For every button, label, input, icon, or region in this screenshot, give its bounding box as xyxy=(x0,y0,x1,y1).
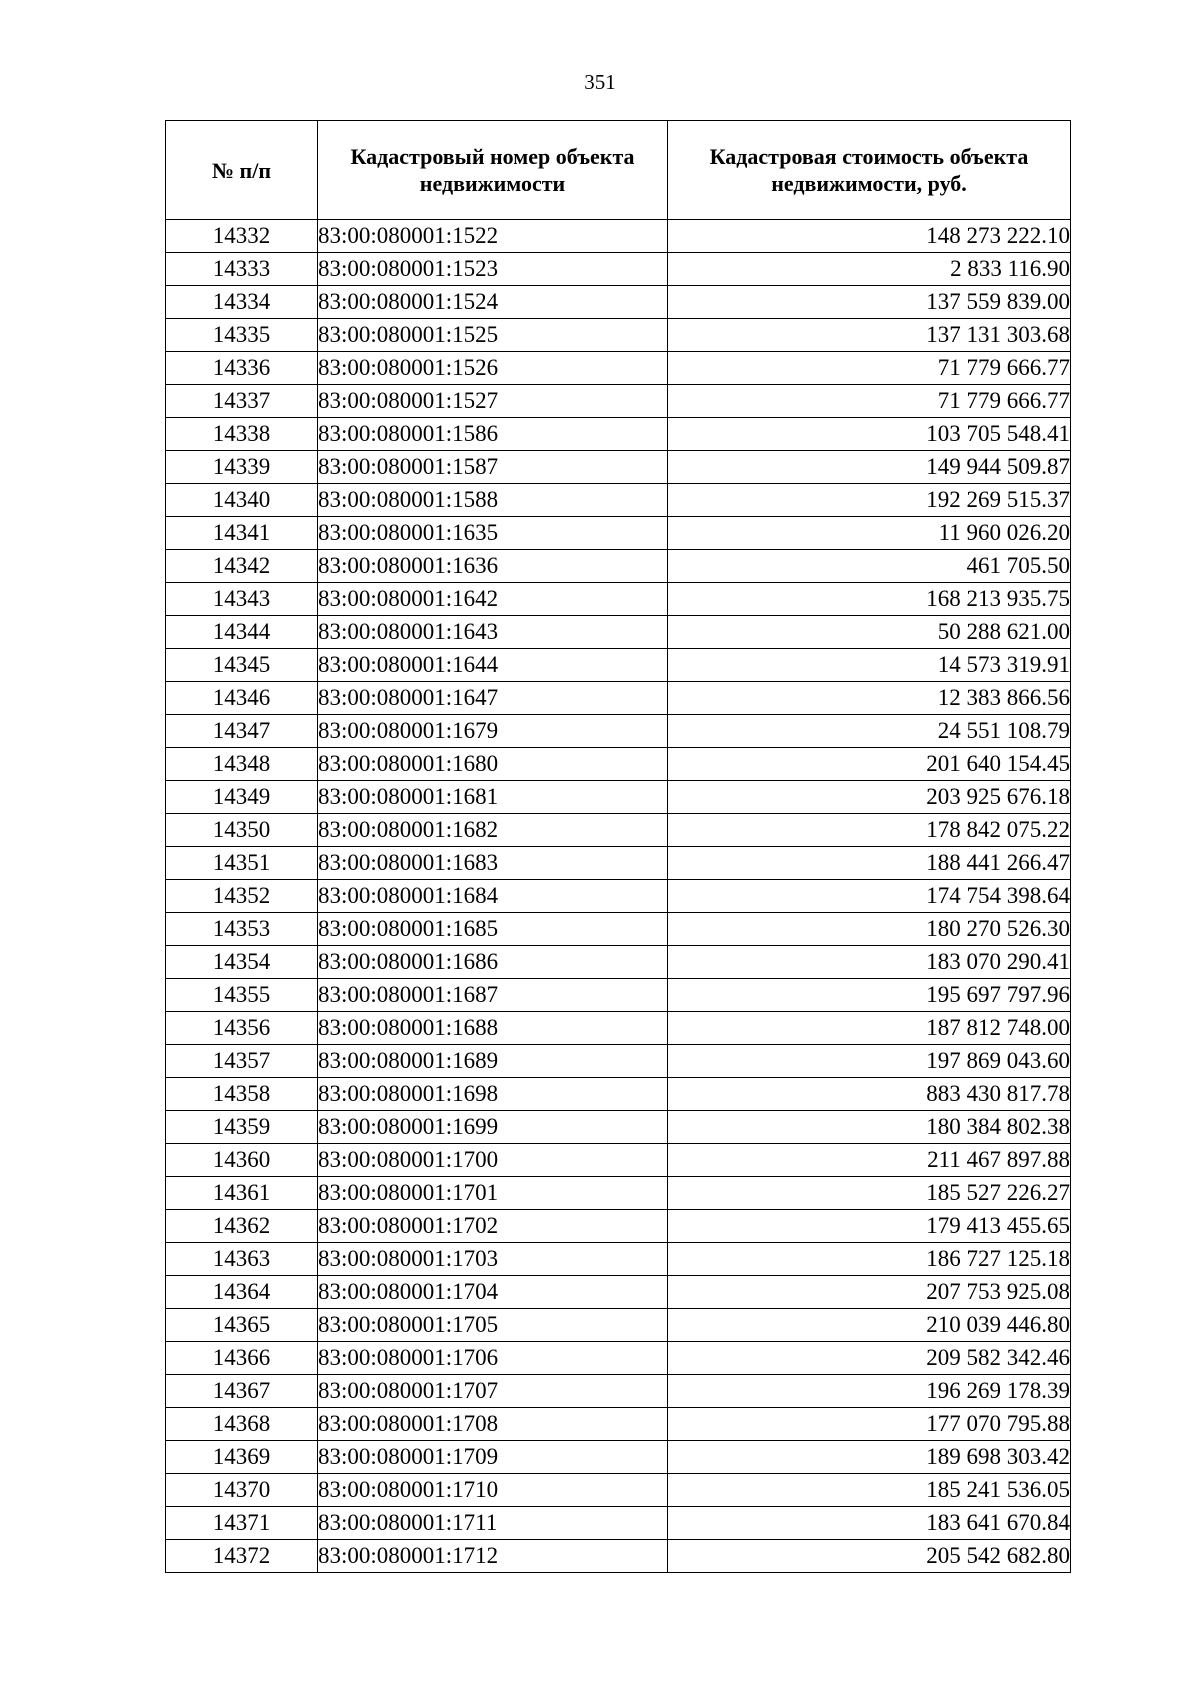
cadastral-number-cell: 83:00:080001:1681 xyxy=(318,781,668,814)
cadastral-value-cell: 197 869 043.60 xyxy=(668,1045,1071,1078)
row-number-cell: 14345 xyxy=(166,649,318,682)
cadastral-number-cell: 83:00:080001:1706 xyxy=(318,1342,668,1375)
cadastral-number-cell: 83:00:080001:1680 xyxy=(318,748,668,781)
cadastral-value-cell: 178 842 075.22 xyxy=(668,814,1071,847)
table-row xyxy=(166,550,1071,583)
table-row xyxy=(166,1243,1071,1276)
cadastral-value-cell: 137 131 303.68 xyxy=(668,319,1071,352)
row-number-cell: 14343 xyxy=(166,583,318,616)
table-row xyxy=(166,484,1071,517)
cadastral-number-cell: 83:00:080001:1698 xyxy=(318,1078,668,1111)
row-number-cell: 14335 xyxy=(166,319,318,352)
table-row xyxy=(166,1342,1071,1375)
cadastral-value-cell: 11 960 026.20 xyxy=(668,517,1071,550)
cadastral-number-cell: 83:00:080001:1524 xyxy=(318,286,668,319)
table-row xyxy=(166,616,1071,649)
row-number-cell: 14336 xyxy=(166,352,318,385)
table-row xyxy=(166,418,1071,451)
row-number-cell: 14358 xyxy=(166,1078,318,1111)
cadastral-value-cell: 183 641 670.84 xyxy=(668,1507,1071,1540)
cadastral-number-cell: 83:00:080001:1588 xyxy=(318,484,668,517)
cadastral-value-cell: 180 270 526.30 xyxy=(668,913,1071,946)
cadastral-value-cell: 188 441 266.47 xyxy=(668,847,1071,880)
cadastral-value-cell: 210 039 446.80 xyxy=(668,1309,1071,1342)
cadastral-value-cell: 207 753 925.08 xyxy=(668,1276,1071,1309)
table-row xyxy=(166,220,1071,253)
cadastral-value-cell: 168 213 935.75 xyxy=(668,583,1071,616)
cadastral-number-cell: 83:00:080001:1701 xyxy=(318,1177,668,1210)
cadastral-value-cell: 203 925 676.18 xyxy=(668,781,1071,814)
row-number-cell: 14341 xyxy=(166,517,318,550)
table-row xyxy=(166,682,1071,715)
table-header xyxy=(166,121,1071,220)
row-number-cell: 14367 xyxy=(166,1375,318,1408)
cadastral-value-cell: 201 640 154.45 xyxy=(668,748,1071,781)
row-number-cell: 14368 xyxy=(166,1408,318,1441)
table-row xyxy=(166,880,1071,913)
table-row xyxy=(166,1540,1071,1573)
cadastral-number-cell: 83:00:080001:1586 xyxy=(318,418,668,451)
table-row xyxy=(166,847,1071,880)
row-number-cell: 14356 xyxy=(166,1012,318,1045)
cadastral-number-cell: 83:00:080001:1712 xyxy=(318,1540,668,1573)
cadastral-value-cell: 189 698 303.42 xyxy=(668,1441,1071,1474)
table-row xyxy=(166,1309,1071,1342)
table-row xyxy=(166,1012,1071,1045)
row-number-cell: 14348 xyxy=(166,748,318,781)
cadastral-value-cell: 149 944 509.87 xyxy=(668,451,1071,484)
row-number-cell: 14339 xyxy=(166,451,318,484)
page-number: 351 xyxy=(584,70,616,94)
cadastral-value-cell: 187 812 748.00 xyxy=(668,1012,1071,1045)
cadastral-number-cell: 83:00:080001:1709 xyxy=(318,1441,668,1474)
row-number-cell: 14360 xyxy=(166,1144,318,1177)
table-row xyxy=(166,1177,1071,1210)
cadastral-number-cell: 83:00:080001:1686 xyxy=(318,946,668,979)
cadastral-number-cell: 83:00:080001:1707 xyxy=(318,1375,668,1408)
table-row xyxy=(166,814,1071,847)
cadastral-value-cell: 179 413 455.65 xyxy=(668,1210,1071,1243)
cadastral-number-cell: 83:00:080001:1700 xyxy=(318,1144,668,1177)
row-number-cell: 14346 xyxy=(166,682,318,715)
row-number-cell: 14354 xyxy=(166,946,318,979)
row-number-cell: 14351 xyxy=(166,847,318,880)
cadastral-number-cell: 83:00:080001:1636 xyxy=(318,550,668,583)
row-number-cell: 14361 xyxy=(166,1177,318,1210)
cadastral-value-cell: 192 269 515.37 xyxy=(668,484,1071,517)
row-number-cell: 14372 xyxy=(166,1540,318,1573)
table-row xyxy=(166,319,1071,352)
cadastral-value-cell: 148 273 222.10 xyxy=(668,220,1071,253)
cadastral-value-cell: 209 582 342.46 xyxy=(668,1342,1071,1375)
table-row xyxy=(166,1045,1071,1078)
cadastral-number-cell: 83:00:080001:1703 xyxy=(318,1243,668,1276)
cadastral-value-cell: 103 705 548.41 xyxy=(668,418,1071,451)
cadastral-value-cell: 883 430 817.78 xyxy=(668,1078,1071,1111)
row-number-cell: 14349 xyxy=(166,781,318,814)
table-row xyxy=(166,385,1071,418)
cadastral-number-cell: 83:00:080001:1522 xyxy=(318,220,668,253)
row-number-cell: 14338 xyxy=(166,418,318,451)
cadastral-number-cell: 83:00:080001:1689 xyxy=(318,1045,668,1078)
table-row xyxy=(166,748,1071,781)
cadastral-number-cell: 83:00:080001:1685 xyxy=(318,913,668,946)
cadastral-number-cell: 83:00:080001:1644 xyxy=(318,649,668,682)
row-number-cell: 14347 xyxy=(166,715,318,748)
cadastral-number-cell: 83:00:080001:1684 xyxy=(318,880,668,913)
table-row xyxy=(166,913,1071,946)
cadastral-value-cell: 174 754 398.64 xyxy=(668,880,1071,913)
cadastral-number-cell: 83:00:080001:1687 xyxy=(318,979,668,1012)
cadastral-number-cell: 83:00:080001:1702 xyxy=(318,1210,668,1243)
row-number-cell: 14369 xyxy=(166,1441,318,1474)
cadastral-number-cell: 83:00:080001:1587 xyxy=(318,451,668,484)
cadastral-number-cell: 83:00:080001:1705 xyxy=(318,1309,668,1342)
cadastral-number-cell: 83:00:080001:1699 xyxy=(318,1111,668,1144)
table-row xyxy=(166,286,1071,319)
row-number-cell: 14359 xyxy=(166,1111,318,1144)
cadastral-value-cell: 211 467 897.88 xyxy=(668,1144,1071,1177)
cadastral-number-cell: 83:00:080001:1679 xyxy=(318,715,668,748)
cadastral-number-cell: 83:00:080001:1525 xyxy=(318,319,668,352)
cadastral-value-cell: 186 727 125.18 xyxy=(668,1243,1071,1276)
cadastral-value-cell: 195 697 797.96 xyxy=(668,979,1071,1012)
cadastral-value-cell: 50 288 621.00 xyxy=(668,616,1071,649)
table-row xyxy=(166,1276,1071,1309)
cadastral-number-cell: 83:00:080001:1711 xyxy=(318,1507,668,1540)
table-row xyxy=(166,946,1071,979)
table-row xyxy=(166,253,1071,286)
row-number-cell: 14340 xyxy=(166,484,318,517)
table-row xyxy=(166,781,1071,814)
header-row xyxy=(166,121,1071,220)
table-row xyxy=(166,1474,1071,1507)
row-number-cell: 14333 xyxy=(166,253,318,286)
cadastral-number-cell: 83:00:080001:1523 xyxy=(318,253,668,286)
table-row xyxy=(166,1441,1071,1474)
table-body xyxy=(166,220,1071,1573)
table-row xyxy=(166,1144,1071,1177)
table-row xyxy=(166,1111,1071,1144)
row-number-cell: 14366 xyxy=(166,1342,318,1375)
table-row xyxy=(166,1078,1071,1111)
cadastral-value-cell: 461 705.50 xyxy=(668,550,1071,583)
row-number-cell: 14352 xyxy=(166,880,318,913)
row-number-cell: 14344 xyxy=(166,616,318,649)
cadastral-number-cell: 83:00:080001:1708 xyxy=(318,1408,668,1441)
cadastral-value-cell: 14 573 319.91 xyxy=(668,649,1071,682)
row-number-cell: 14350 xyxy=(166,814,318,847)
cadastral-value-cell: 71 779 666.77 xyxy=(668,352,1071,385)
table-row xyxy=(166,1375,1071,1408)
cadastral-value-cell: 183 070 290.41 xyxy=(668,946,1071,979)
table-row xyxy=(166,715,1071,748)
cadastral-number-cell: 83:00:080001:1635 xyxy=(318,517,668,550)
table-row xyxy=(166,451,1071,484)
row-number-cell: 14363 xyxy=(166,1243,318,1276)
cadastral-number-cell: 83:00:080001:1688 xyxy=(318,1012,668,1045)
table-row xyxy=(166,979,1071,1012)
row-number-cell: 14357 xyxy=(166,1045,318,1078)
table-row xyxy=(166,352,1071,385)
row-number-cell: 14342 xyxy=(166,550,318,583)
row-number-cell: 14332 xyxy=(166,220,318,253)
cadastral-value-cell: 205 542 682.80 xyxy=(668,1540,1071,1573)
cadastral-number-cell: 83:00:080001:1526 xyxy=(318,352,668,385)
cadastral-value-table xyxy=(165,120,1071,1573)
cadastral-value-cell: 71 779 666.77 xyxy=(668,385,1071,418)
cadastral-number-cell: 83:00:080001:1647 xyxy=(318,682,668,715)
row-number-cell: 14364 xyxy=(166,1276,318,1309)
cadastral-value-cell: 185 241 536.05 xyxy=(668,1474,1071,1507)
cadastral-number-cell: 83:00:080001:1642 xyxy=(318,583,668,616)
table-row xyxy=(166,1210,1071,1243)
table-row xyxy=(166,1507,1071,1540)
cadastral-number-cell: 83:00:080001:1682 xyxy=(318,814,668,847)
row-number-cell: 14337 xyxy=(166,385,318,418)
row-number-cell: 14362 xyxy=(166,1210,318,1243)
table-row xyxy=(166,1408,1071,1441)
cadastral-value-cell: 12 383 866.56 xyxy=(668,682,1071,715)
table-row xyxy=(166,649,1071,682)
header-row-number: № п/п xyxy=(166,121,318,220)
cadastral-value-cell: 137 559 839.00 xyxy=(668,286,1071,319)
cadastral-number-cell: 83:00:080001:1643 xyxy=(318,616,668,649)
cadastral-value-cell: 185 527 226.27 xyxy=(668,1177,1071,1210)
cadastral-number-cell: 83:00:080001:1527 xyxy=(318,385,668,418)
header-cadastral-value: Кадастровая стоимость объекта недвижимости, руб. xyxy=(668,121,1071,220)
row-number-cell: 14371 xyxy=(166,1507,318,1540)
header-cadastral-number: Кадастровый номер объекта недвижимости xyxy=(318,121,668,220)
cadastral-value-cell: 196 269 178.39 xyxy=(668,1375,1071,1408)
row-number-cell: 14355 xyxy=(166,979,318,1012)
cadastral-value-cell: 24 551 108.79 xyxy=(668,715,1071,748)
row-number-cell: 14365 xyxy=(166,1309,318,1342)
cadastral-value-cell: 180 384 802.38 xyxy=(668,1111,1071,1144)
cadastral-value-cell: 2 833 116.90 xyxy=(668,253,1071,286)
row-number-cell: 14353 xyxy=(166,913,318,946)
cadastral-value-cell: 177 070 795.88 xyxy=(668,1408,1071,1441)
cadastral-number-cell: 83:00:080001:1683 xyxy=(318,847,668,880)
row-number-cell: 14370 xyxy=(166,1474,318,1507)
cadastral-number-cell: 83:00:080001:1704 xyxy=(318,1276,668,1309)
table-row xyxy=(166,583,1071,616)
row-number-cell: 14334 xyxy=(166,286,318,319)
table-row xyxy=(166,517,1071,550)
cadastral-number-cell: 83:00:080001:1710 xyxy=(318,1474,668,1507)
